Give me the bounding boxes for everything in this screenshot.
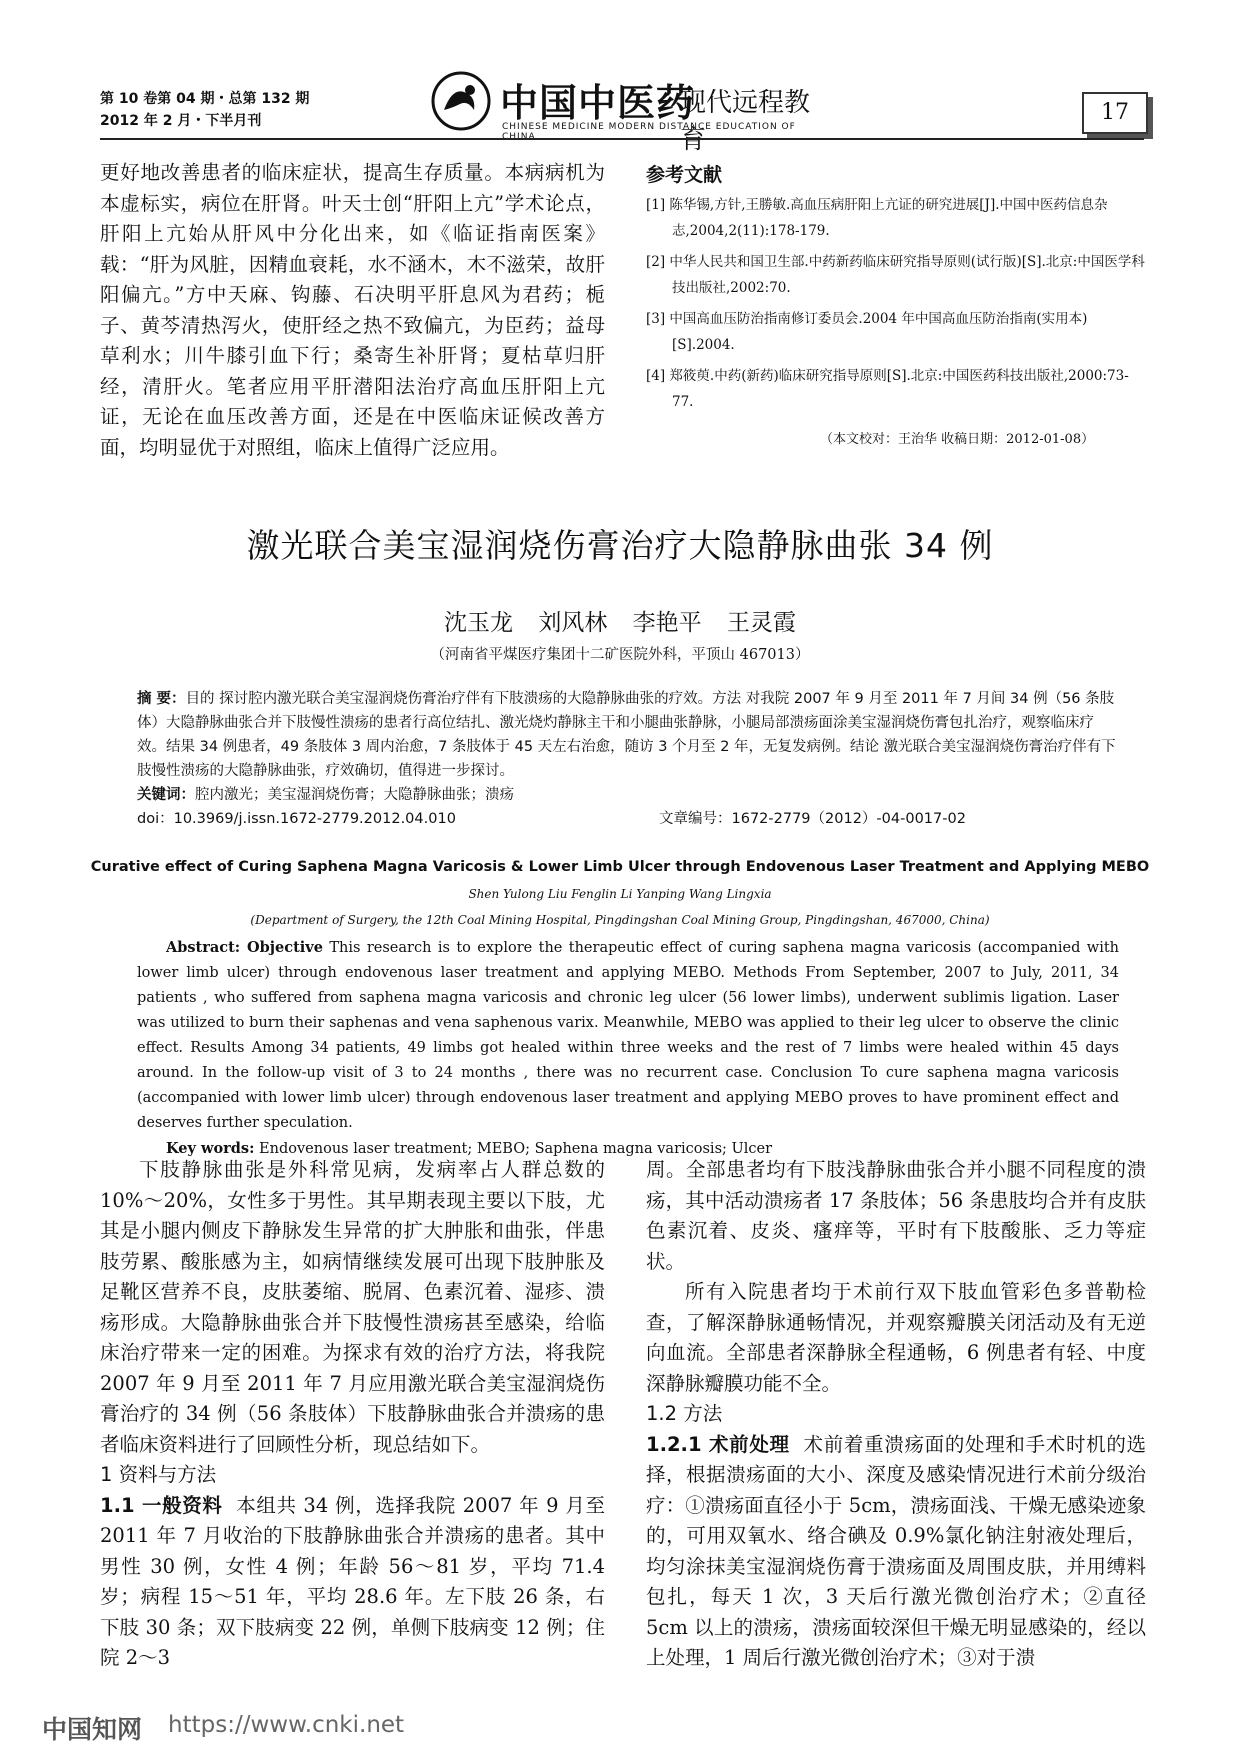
english-authors: Shen Yulong Liu Fenglin Li Yanping Wang Lingxia <box>468 887 772 901</box>
keywords-label: 关键词： <box>137 787 195 803</box>
cnki-logo: 中国知网 <box>42 1715 143 1744</box>
english-abstract-text: This research is to explore the therapeutic effect of curing saphena magna varicosis (accompanied with lower limb ulcer) through endovenous laser treatment and applying MEBO. Methods From September, 2007 to July, 2011, 34 patients , who suffered from saphena magna varicosis and chronic leg ulcer (56 lower limbs), underwent sublimis ligation. Laser was utilized to burn their saphenas and vena saphenous varix. Meanwhile, MEBO was applied to their leg ulcer to observe the clinic effect. Results Among 34 patients, 49 limbs got healed within three weeks and the rest of 7 limbs were healed within 45 days around. In the follow-up visit of 3 to 24 months , there was no recurrent case. Conclusion To cure saphena magna varicosis (accompanied with lower limb ulcer) through endovenous laser treatment and applying MEBO proves to have prominent effect and deserves further speculation. <box>137 940 1120 1131</box>
journal-name-suffix: 现代远程教育 <box>680 88 811 155</box>
subsubsection-heading: 1.2.1 术前处理 <box>646 1432 790 1456</box>
body-paragraph: 周。全部患者均有下肢浅静脉曲张合并小腿不同程度的溃疡，其中活动溃疡者 17 条肢体；56 条患肢均合并有皮肤色素沉着、皮炎、瘙痒等，平时有下肢酸胀、乏力等症状。 <box>646 1158 1146 1273</box>
editor-note: （本文校对：王治华 收稿日期：2012-01-08） <box>820 432 1095 447</box>
article-title: 激光联合美宝湿润烧伤膏治疗大隐静脉曲张 34 例 <box>246 526 994 565</box>
section-heading: 1 资料与方法 <box>100 1463 217 1486</box>
intro-paragraph: 下肢静脉曲张是外科常见病，发病率占人群总数的 10%～20%，女性多于男性。其早期表现主要以下肢，尤其是小腿内侧皮下静脉发生异常的扩大肿胀和曲张，伴患肢劳累、酸胀感为主，如病情继续发展可出现下肢肿胀及足靴区营养不良，皮肤萎缩、脱屑、色素沉着、湿疹、溃疡形成。大隐静脉曲张合并下肢慢性溃疡甚至感染，给临床治疗带来一定的困难。为探求有效的治疗方法，将我院 2007 年 9 月至 2011 年 7 月应用激光联合美宝湿润烧伤膏治疗的 34 例（56 条肢体）下肢静脉曲张合并溃疡的患者临床资料进行了回顾性分析，现总结如下。 <box>100 1158 605 1456</box>
english-keywords-label: Key words: <box>166 1140 255 1157</box>
article-authors: 沈玉龙 刘风林 李艳平 王灵霞 <box>444 610 796 636</box>
english-title: Curative effect of Curing Saphena Magna Varicosis & Lower Limb Ulcer through Endovenous Laser Treatment and Applying MEBO <box>90 859 1150 875</box>
doi: doi：10.3969/j.issn.1672-2779.2012.04.010 <box>137 811 456 827</box>
subsubsection-text: 术前着重溃疡面的处理和手术时机的选择，根据溃疡面的大小、深度及感染情况进行术前分级治疗：①溃疡面直径小于 5cm，溃疡面浅、干燥无感染迹象的，可用双氧水、络合碘及 0.9%氯化钠注射液处理后，均匀涂抹美宝湿润烧伤膏于溃疡面及周围皮肤，并用缚料包扎，每天 1 次，3 天后行激光微创治疗术；②直径 5cm 以上的溃疡，溃疡面较深但干燥无明显感染的，经以上处理，1 周后行激光微创治疗术；③对于溃 <box>646 1432 1146 1669</box>
article-affiliation: （河南省平煤医疗集团十二矿医院外科，平顶山 467013） <box>430 647 810 663</box>
references-list <box>646 192 1146 420</box>
abstract-cn <box>137 687 1121 831</box>
article-number: 文章编号：1672-2779（2012）-04-0017-02 <box>659 811 966 827</box>
subsection-heading: 1.1 一般资料 <box>100 1493 223 1517</box>
subsection-heading: 1.2 方法 <box>646 1402 723 1425</box>
body-left-column <box>100 1155 605 1674</box>
abstract-text: 目的 探讨腔内激光联合美宝湿润烧伤膏治疗伴有下肢溃疡的大隐静脉曲张的疗效。方法 对我院 2007 年 9 月至 2011 年 7 月间 34 例（56 条肢体）大隐静脉曲张合并下肢慢性溃疡的患者行高位结扎、激光烧灼静脉主干和小腿曲张静脉，小腿局部溃疡面涂美宝湿润烧伤膏包扎治疗，观察临床疗效。结果 34 例患者，49 条肢体 3 周内治愈，7 条肢体于 45 天左右治愈，随访 3 个月至 2 年，无复发病例。结论 激光联合美宝湿润烧伤膏治疗伴有下肢慢性溃疡的大隐静脉曲张，疗效确切，值得进一步探讨。 <box>137 691 1116 779</box>
subsection-text: 本组共 34 例，选择我院 2007 年 9 月至 2011 年 7 月收治的下肢静脉曲张合并溃疡的患者。其中男性 30 例，女性 4 例；年龄 56～81 岁，平均 71.4 岁；病程 15～51 年，平均 28.6 年。左下肢 26 条，右下肢 30 条；双下肢病变 22 例，单侧下肢病变 12 例；住院 2～3 <box>100 1493 605 1669</box>
issue-date: 2012 年 2 月・下半月刊 <box>100 113 262 129</box>
reference-item: [3] 中国高血压防治指南修订委员会.2004 年中国高血压防治指南(实用本)[S].2004. <box>646 311 1088 353</box>
keywords-text: 腔内激光；美宝湿润烧伤膏；大隐静脉曲张；溃疡 <box>195 787 514 803</box>
body-right-column <box>646 1155 1146 1674</box>
cnki-url[interactable]: https://www.cnki.net <box>168 1712 405 1738</box>
journal-logo <box>430 68 830 155</box>
page-number: 17 <box>1082 92 1148 134</box>
english-abstract <box>137 935 1119 1162</box>
english-abstract-label: Abstract: Objective <box>166 939 323 956</box>
prev-article-body <box>100 158 605 463</box>
issue-number: 第 10 卷第 04 期・总第 132 期 <box>100 91 310 107</box>
english-keywords-text: Endovenous laser treatment; MEBO; Saphena magna varicosis; Ulcer <box>259 1141 772 1157</box>
header-rule <box>100 138 1144 140</box>
body-paragraph: 所有入院患者均于术前行双下肢血管彩色多普勒检查，了解深静脉通畅情况，并观察瓣膜关闭活动及有无逆向血流。全部患者深静脉全程通畅，6 例患者有轻、中度深静脉瓣膜功能不全。 <box>646 1280 1146 1395</box>
journal-name-cn: 中国中医药 <box>500 80 696 125</box>
journal-emblem-icon <box>430 70 492 132</box>
reference-item: [1] 陈华锡,方针,王勝敏.高血压病肝阳上亢证的研究进展[J].中国中医药信息杂志,2004,2(11):178-179. <box>646 197 1108 239</box>
english-affiliation: (Department of Surgery, the 12th Coal Mining Hospital, Pingdingshan Coal Mining Group, Pingdingshan, 467000, China) <box>250 913 990 927</box>
abstract-label: 摘 要： <box>137 691 186 707</box>
prev-article-paragraph: 更好地改善患者的临床症状，提高生存质量。本病病机为本虚标实，病位在肝肾。叶天士创“肝阳上亢”学术论点，肝阳上亢始从肝风中分化出来，如《临证指南医案》载：“肝为风脏，因精血衰耗，水不涵木，木不滋荣，故肝阳偏亢。”方中天麻、钩藤、石决明平肝息风为君药；栀子、黄芩清热泻火，使肝经之热不致偏亢，为臣药；益母草利水；川牛膝引血下行；桑寄生补肝肾；夏枯草归肝经，清肝火。笔者应用平肝潜阳法治疗高血压肝阳上亢证，无论在血压改善方面，还是在中医临床证候改善方面，均明显优于对照组，临床上值得广泛应用。 <box>100 161 605 459</box>
issue-info <box>100 88 309 132</box>
reference-item: [2] 中华人民共和国卫生部.中药新药临床研究指导原则(试行版)[S].北京:中国医学科技出版社,2002:70. <box>646 254 1145 296</box>
journal-name-en: CHINESE MEDICINE MODERN DISTANCE EDUCATION OF CHINA <box>502 122 796 142</box>
references-heading: 参考文献 <box>646 164 723 186</box>
reference-item: [4] 郑筱萸.中药(新药)临床研究指导原则[S].北京:中国医药科技出版社,2000:73-77. <box>646 368 1129 410</box>
